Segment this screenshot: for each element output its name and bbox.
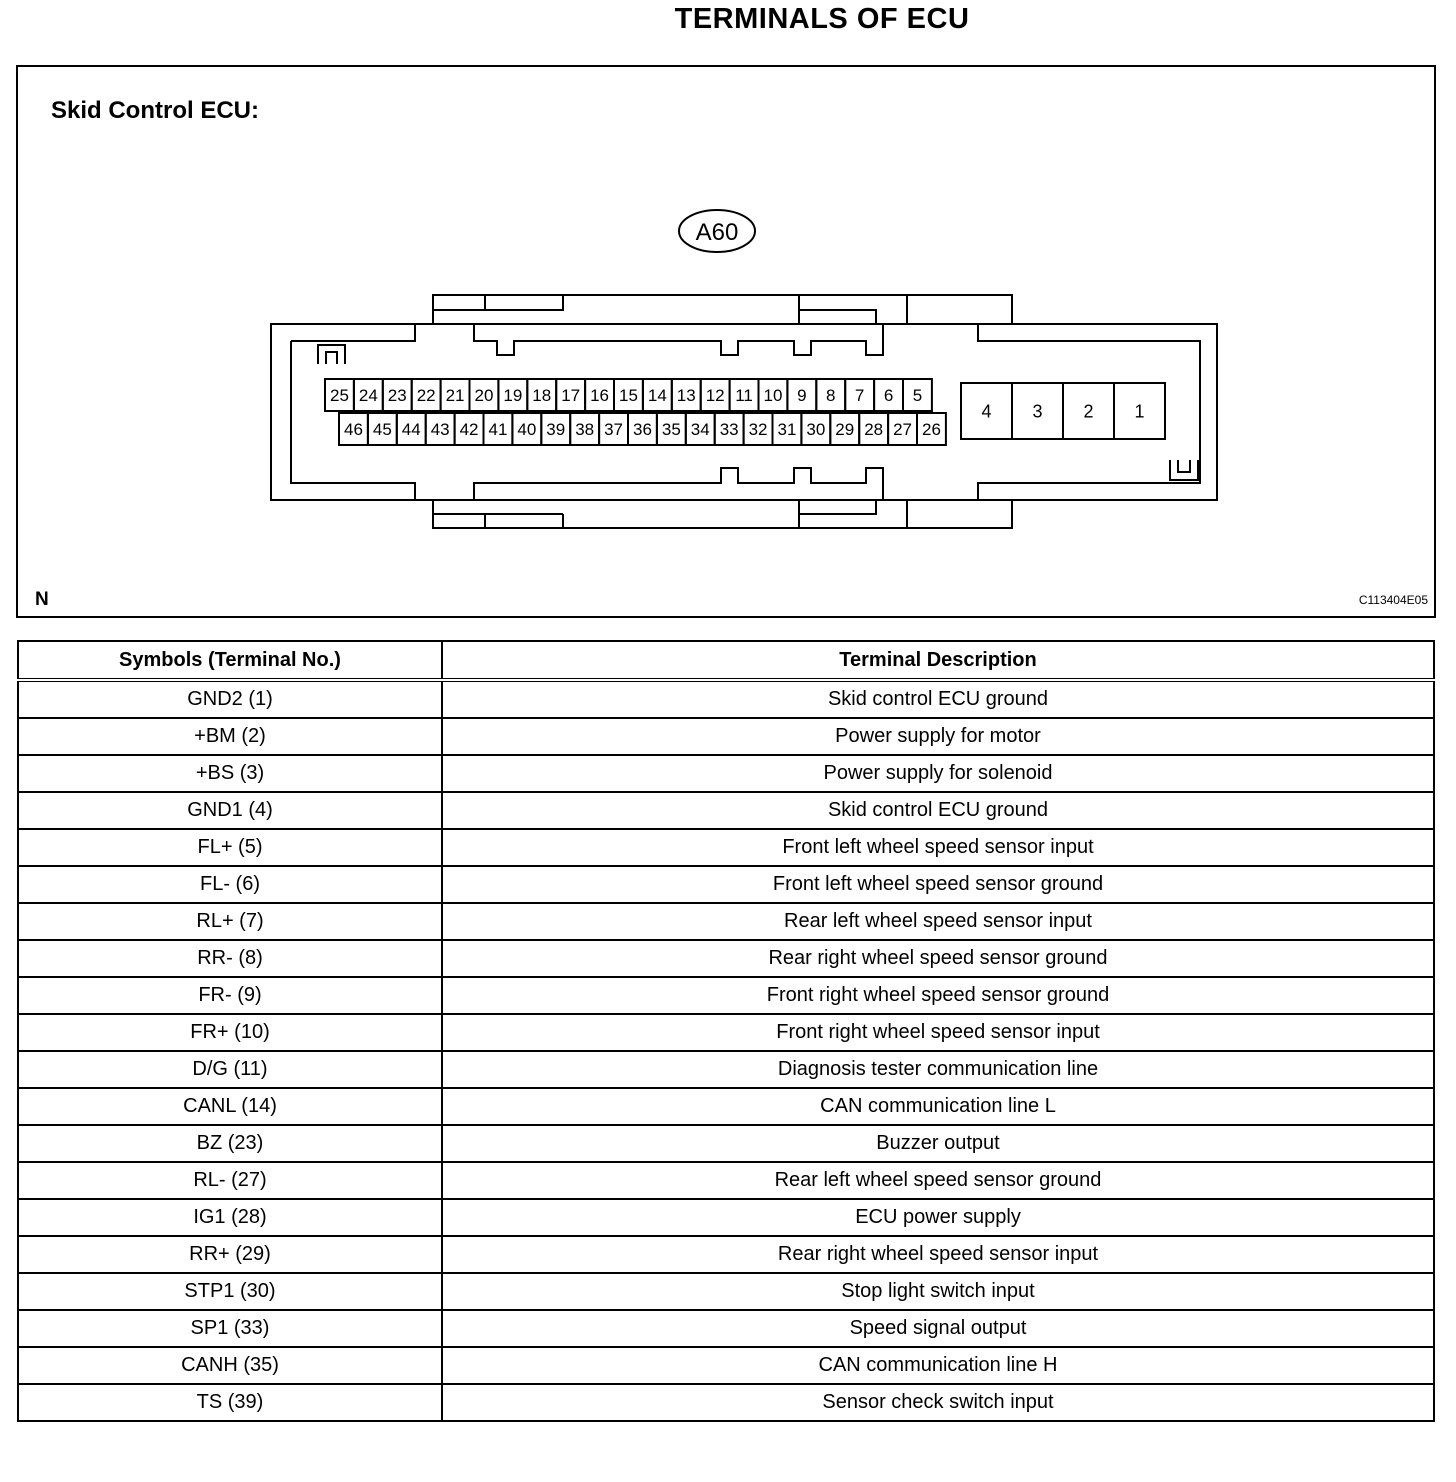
table-row xyxy=(18,940,1434,977)
column-header-symbols: Symbols (Terminal No.) xyxy=(18,641,442,680)
description-cell: CAN communication line L xyxy=(442,1088,1434,1125)
pin-number: 25 xyxy=(329,386,349,406)
description-cell: Buzzer output xyxy=(442,1125,1434,1162)
diagram-heading: Skid Control ECU: xyxy=(51,97,259,124)
pin-number: 46 xyxy=(343,420,363,440)
pin-number: 17 xyxy=(561,386,581,406)
pin-number: 16 xyxy=(590,386,610,406)
description-cell: Power supply for motor xyxy=(442,718,1434,755)
description-cell: Stop light switch input xyxy=(442,1273,1434,1310)
connector-diagram-frame xyxy=(16,65,1436,618)
symbol-cell: IG1 (28) xyxy=(18,1199,442,1236)
table-row xyxy=(18,755,1434,792)
pin-number: 3 xyxy=(1032,401,1043,422)
symbol-cell: RL- (27) xyxy=(18,1162,442,1199)
symbol-cell: GND2 (1) xyxy=(18,680,442,718)
description-cell: Front left wheel speed sensor ground xyxy=(442,866,1434,903)
figure-code: C113404E05 xyxy=(1358,593,1428,607)
key-notch-right xyxy=(1170,460,1198,480)
connector-drawing xyxy=(18,67,1434,616)
pin-number: 42 xyxy=(459,420,479,440)
pin-number: 7 xyxy=(854,386,865,406)
description-cell: Rear right wheel speed sensor ground xyxy=(442,940,1434,977)
table-row xyxy=(18,1162,1434,1199)
pin-number: 24 xyxy=(358,386,378,406)
pin-number: 43 xyxy=(430,420,450,440)
table-row xyxy=(18,977,1434,1014)
connector-code-label: A60 xyxy=(695,219,739,246)
pin-number: 23 xyxy=(387,386,407,406)
table-row xyxy=(18,1199,1434,1236)
description-cell: Power supply for solenoid xyxy=(442,755,1434,792)
pin-number: 1 xyxy=(1134,401,1145,422)
pin-number: 44 xyxy=(401,420,421,440)
description-cell: Rear left wheel speed sensor ground xyxy=(442,1162,1434,1199)
description-cell: Diagnosis tester communication line xyxy=(442,1051,1434,1088)
pin-row-top xyxy=(325,379,932,411)
pin-number: 41 xyxy=(488,420,508,440)
symbol-cell: RR- (8) xyxy=(18,940,442,977)
symbol-cell: CANH (35) xyxy=(18,1347,442,1384)
symbol-cell: RL+ (7) xyxy=(18,903,442,940)
north-label: N xyxy=(35,589,49,610)
pin-number: 22 xyxy=(416,386,436,406)
symbol-cell: TS (39) xyxy=(18,1384,442,1421)
symbol-cell: FL- (6) xyxy=(18,866,442,903)
description-cell: Skid control ECU ground xyxy=(442,680,1434,718)
pin-number: 8 xyxy=(826,386,836,406)
pin-number: 33 xyxy=(719,420,739,440)
table-row xyxy=(18,1125,1434,1162)
table-row xyxy=(18,1347,1434,1384)
pin-number: 40 xyxy=(517,420,537,440)
description-cell: Rear right wheel speed sensor input xyxy=(442,1236,1434,1273)
pin-number: 29 xyxy=(835,420,855,440)
pin-number: 9 xyxy=(797,386,807,406)
description-cell: Front right wheel speed sensor input xyxy=(442,1014,1434,1051)
symbol-cell: CANL (14) xyxy=(18,1088,442,1125)
pin-number: 18 xyxy=(532,386,552,406)
table-row xyxy=(18,1236,1434,1273)
symbol-cell: FR- (9) xyxy=(18,977,442,1014)
pin-number: 10 xyxy=(763,386,783,406)
table-row xyxy=(18,1014,1434,1051)
symbol-cell: +BS (3) xyxy=(18,755,442,792)
pin-number: 4 xyxy=(981,401,992,422)
pin-number: 34 xyxy=(690,420,710,440)
symbol-cell: BZ (23) xyxy=(18,1125,442,1162)
pin-number: 28 xyxy=(864,420,884,440)
pin-number: 14 xyxy=(647,386,667,406)
pin-number: 21 xyxy=(445,386,465,406)
terminal-table xyxy=(17,640,1435,1422)
pin-number: 2 xyxy=(1083,401,1094,422)
table-row xyxy=(18,1310,1434,1347)
symbol-cell: D/G (11) xyxy=(18,1051,442,1088)
table-row xyxy=(18,1384,1434,1421)
table-row xyxy=(18,1051,1434,1088)
pin-number: 12 xyxy=(705,386,725,406)
table-row xyxy=(18,903,1434,940)
symbol-cell: GND1 (4) xyxy=(18,792,442,829)
pin-number: 5 xyxy=(912,386,923,406)
symbol-cell: STP1 (30) xyxy=(18,1273,442,1310)
symbol-cell: +BM (2) xyxy=(18,718,442,755)
pin-number: 37 xyxy=(604,420,624,440)
pin-number: 38 xyxy=(575,420,595,440)
column-header-description: Terminal Description xyxy=(442,641,1434,680)
pin-row-bottom xyxy=(339,413,946,445)
table-row xyxy=(18,829,1434,866)
table-row xyxy=(18,1088,1434,1125)
description-cell: ECU power supply xyxy=(442,1199,1434,1236)
table-row xyxy=(18,792,1434,829)
description-cell: Skid control ECU ground xyxy=(442,792,1434,829)
table-row xyxy=(18,866,1434,903)
description-cell: CAN communication line H xyxy=(442,1347,1434,1384)
table-row xyxy=(18,1273,1434,1310)
pin-row-large xyxy=(961,383,1165,439)
pin-number: 31 xyxy=(777,420,797,440)
pin-number: 32 xyxy=(748,420,768,440)
pin-number: 39 xyxy=(546,420,566,440)
pin-number: 11 xyxy=(735,386,753,406)
pin-number: 26 xyxy=(921,420,941,440)
pin-number: 20 xyxy=(474,386,494,406)
table-row xyxy=(18,680,1434,718)
description-cell: Front left wheel speed sensor input xyxy=(442,829,1434,866)
table-row xyxy=(18,718,1434,755)
key-notch-left xyxy=(318,345,345,364)
pin-number: 13 xyxy=(676,386,696,406)
pin-number: 19 xyxy=(503,386,523,406)
table-header-row xyxy=(18,641,1434,680)
pin-number: 15 xyxy=(618,386,638,406)
description-cell: Speed signal output xyxy=(442,1310,1434,1347)
description-cell: Sensor check switch input xyxy=(442,1384,1434,1421)
pin-number: 35 xyxy=(661,420,681,440)
pin-number: 27 xyxy=(893,420,913,440)
pin-number: 45 xyxy=(372,420,392,440)
symbol-cell: FR+ (10) xyxy=(18,1014,442,1051)
pin-number: 30 xyxy=(806,420,826,440)
symbol-cell: SP1 (33) xyxy=(18,1310,442,1347)
page-title: TERMINALS OF ECU xyxy=(674,3,970,35)
symbol-cell: FL+ (5) xyxy=(18,829,442,866)
symbol-cell: RR+ (29) xyxy=(18,1236,442,1273)
description-cell: Rear left wheel speed sensor input xyxy=(442,903,1434,940)
pin-number: 6 xyxy=(883,386,894,406)
description-cell: Front right wheel speed sensor ground xyxy=(442,977,1434,1014)
pin-number: 36 xyxy=(632,420,652,440)
